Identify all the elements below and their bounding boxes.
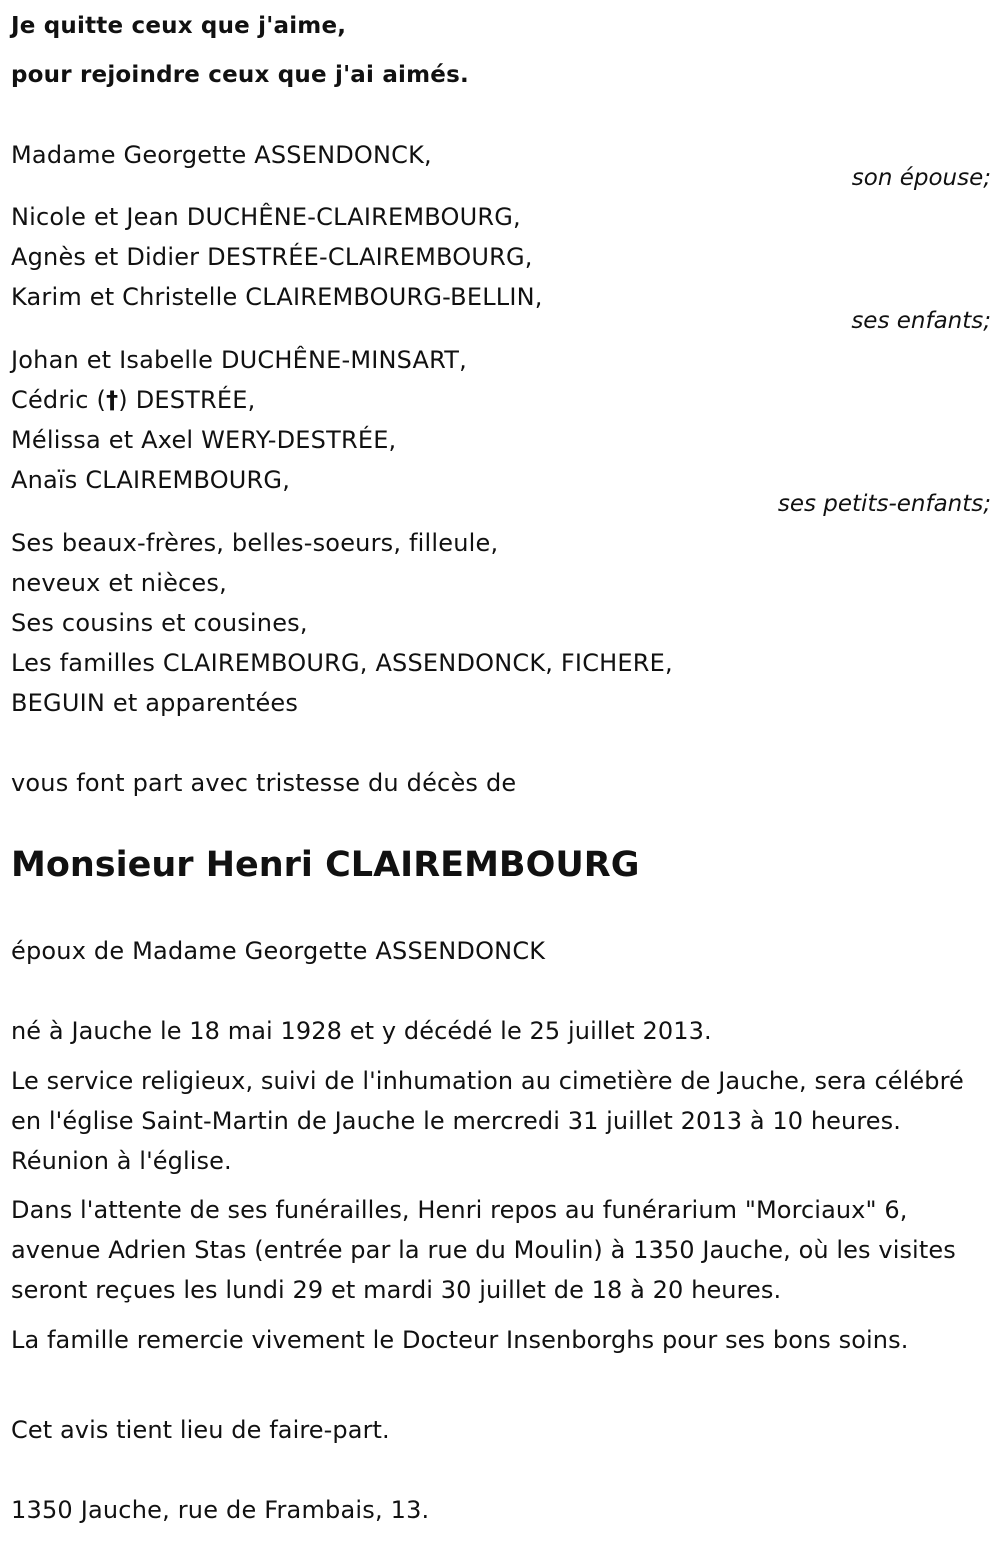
wife-role: son épouse; — [851, 165, 991, 191]
epigraph-line-1: Je quitte ceux que j'aime, — [11, 13, 347, 39]
notice-text: Cet avis tient lieu de faire-part. — [11, 1416, 390, 1444]
family-line-2: neveux et nièces, — [11, 569, 227, 597]
funerarium-text: Dans l'attente de ses funérailles, Henri repos au funérarium "Morciaux" 6, avenue Adrien Stas (entrée par la rue du Moulin) à 1350 Jauche, où les visites seront reçues les lundi 29 et mardi 30 juillet de 18 à 20 heures. — [11, 1196, 956, 1304]
cross-icon: † — [106, 386, 119, 414]
grandchild-name-2-first: Cédric ( — [11, 386, 107, 414]
grandchild-name-3: Mélissa et Axel WERY-DESTRÉE, — [11, 426, 397, 454]
family-line-5: BEGUIN et apparentées — [11, 689, 299, 717]
grandchild-name-1: Johan et Isabelle DUCHÊNE-MINSART, — [11, 346, 467, 374]
spouse-line: époux de Madame Georgette ASSENDONCK — [11, 937, 546, 965]
child-name-2: Agnès et Didier DESTRÉE-CLAIREMBOURG, — [11, 243, 533, 271]
wife-name: Madame Georgette ASSENDONCK, — [11, 141, 432, 169]
birth-death-text: né à Jauche le 18 mai 1928 et y décédé le 25 juillet 2013. — [11, 1017, 712, 1045]
grandchild-name-4: Anaïs CLAIREMBOURG, — [11, 466, 291, 494]
announcement-text: vous font part avec tristesse du décès de — [11, 769, 517, 797]
thanks-text: La famille remercie vivement le Docteur Insenborghs pour ses bons soins. — [11, 1326, 909, 1354]
deceased-name: Monsieur Henri CLAIREMBOURG — [11, 845, 640, 885]
epigraph-line-2: pour rejoindre ceux que j'ai aimés. — [11, 62, 469, 88]
grandchild-name-2 — [11, 380, 255, 420]
child-name-1: Nicole et Jean DUCHÊNE-CLAIREMBOURG, — [11, 203, 521, 231]
child-name-3: Karim et Christelle CLAIREMBOURG-BELLIN, — [11, 283, 543, 311]
children-role: ses enfants; — [851, 308, 991, 334]
family-line-1: Ses beaux-frères, belles-soeurs, filleule, — [11, 529, 499, 557]
family-line-4: Les familles CLAIREMBOURG, ASSENDONCK, FICHERE, — [11, 649, 673, 677]
grandchildren-role: ses petits-enfants; — [777, 491, 991, 517]
service-text: Le service religieux, suivi de l'inhumation au cimetière de Jauche, sera célébré en l'église Saint-Martin de Jauche le mercredi 31 juillet 2013 à 10 heures. Réunion à l'église. — [11, 1067, 964, 1175]
family-line-3: Ses cousins et cousines, — [11, 609, 308, 637]
grandchild-name-2-last: ) DESTRÉE, — [118, 386, 256, 414]
address-text: 1350 Jauche, rue de Frambais, 13. — [11, 1496, 430, 1524]
